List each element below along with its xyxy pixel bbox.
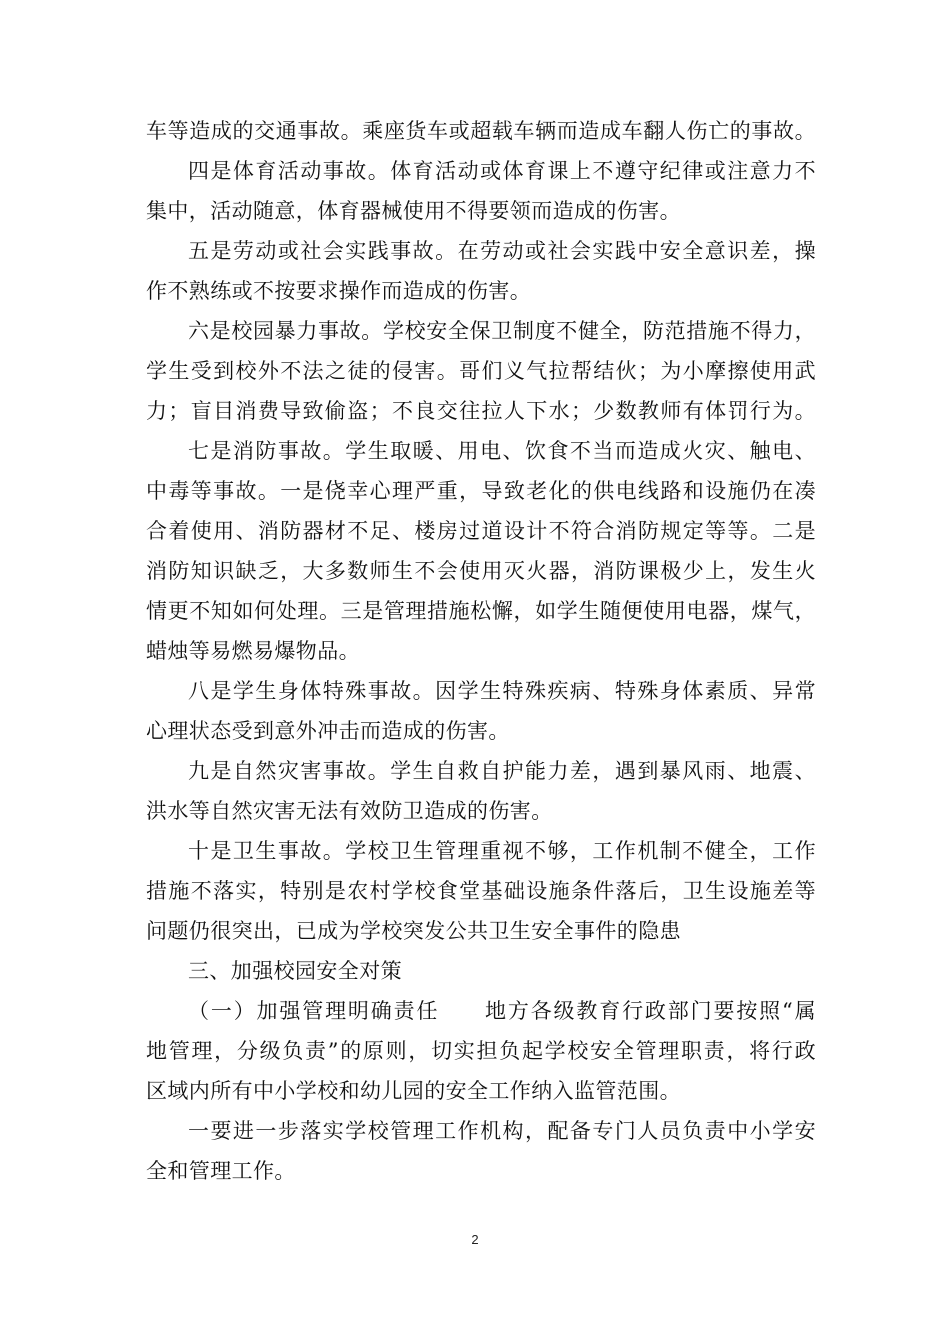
text-line: 车等造成的交通事故。乘座货车或超载车辆而造成车翻人伤亡的事故。 <box>146 119 816 143</box>
text-line: 九是自然灾害事故。学生自救自护能力差，遇到暴风雨、地震、 <box>188 759 816 783</box>
page-number: 2 <box>471 1232 479 1247</box>
text-line: 五是劳动或社会实践事故。在劳动或社会实践中安全意识差，操 <box>188 239 816 263</box>
text-line: 作不熟练或不按要求操作而造成的伤害。 <box>146 279 532 303</box>
text-line: 全和管理工作。 <box>146 1159 296 1183</box>
text-line: 区域内所有中小学校和幼儿园的安全工作纳入监管范围。 <box>146 1079 681 1103</box>
text-line: 蜡烛等易燃易爆物品。 <box>146 639 360 663</box>
text-line: 八是学生身体特殊事故。因学生特殊疾病、特殊身体素质、异常 <box>188 679 816 703</box>
text-line: 情更不知如何处理。三是管理措施松懈，如学生随便使用电器，煤气， <box>146 599 816 623</box>
text-line: 一要进一步落实学校管理工作机构，配备专门人员负责中小学安 <box>188 1119 816 1143</box>
section-heading: 三、加强校园安全对策 <box>188 959 402 983</box>
text-line: 七是消防事故。学生取暖、用电、饮食不当而造成火灾、触电、 <box>188 439 816 463</box>
text-line: 洪水等自然灾害无法有效防卫造成的伤害。 <box>146 799 553 823</box>
text-line: 中毒等事故。一是侥幸心理严重，导致老化的供电线路和设施仍在凑 <box>146 479 816 503</box>
text-line: 力；盲目消费导致偷盗；不良交往拉人下水；少数教师有体罚行为。 <box>146 399 816 423</box>
text-line: 六是校园暴力事故。学校安全保卫制度不健全，防范措施不得力， <box>188 319 816 343</box>
text-line: 四是体育活动事故。体育活动或体育课上不遵守纪律或注意力不 <box>188 159 816 183</box>
text-line: （一）加强管理明确责任 地方各级教育行政部门要按照“属 <box>188 999 816 1023</box>
text-line: 心理状态受到意外冲击而造成的伤害。 <box>146 719 510 743</box>
text-line: 地管理，分级负责”的原则，切实担负起学校安全管理职责，将行政 <box>146 1039 816 1063</box>
text-line: 十是卫生事故。学校卫生管理重视不够，工作机制不健全，工作 <box>188 839 816 863</box>
text-line: 合着使用、消防器材不足、楼房过道设计不符合消防规定等等。二是 <box>146 519 816 543</box>
text-line: 消防知识缺乏，大多数师生不会使用灭火器，消防课极少上，发生火 <box>146 559 816 583</box>
text-line: 学生受到校外不法之徒的侵害。哥们义气拉帮结伙；为小摩擦使用武 <box>146 359 816 383</box>
text-line: 集中，活动随意，体育器械使用不得要领而造成的伤害。 <box>146 199 681 223</box>
text-line: 问题仍很突出，已成为学校突发公共卫生安全事件的隐患 <box>146 919 681 943</box>
text-line: 措施不落实，特别是农村学校食堂基础设施条件落后，卫生设施差等 <box>146 879 816 903</box>
